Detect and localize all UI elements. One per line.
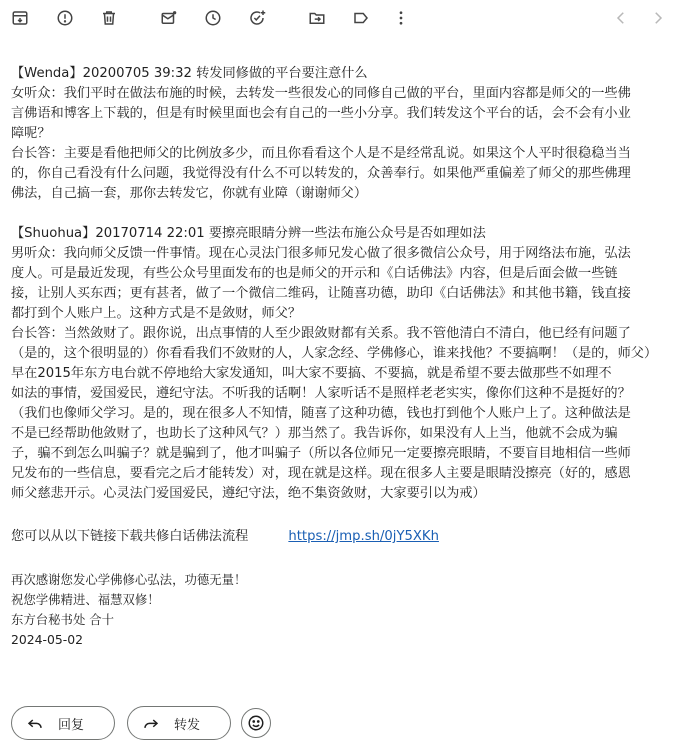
text-line: 的，你自己看没有什么问题，我觉得没有什么不可以转发的，众善奉行。如果他严重偏差了师父的那些佛理 <box>11 166 631 181</box>
reply-icon <box>26 714 44 732</box>
report-spam-icon[interactable] <box>53 6 77 30</box>
archive-icon[interactable] <box>8 6 32 30</box>
move-to-icon[interactable] <box>305 6 329 30</box>
mark-unread-icon[interactable] <box>157 6 181 30</box>
text-line: 男听众：我向师父反馈一件事情。现在心灵法门很多师兄发心做了很多微信公众号，用于网络法布施，弘法 <box>11 246 631 261</box>
text-line: 言佛语和博客上下载的，但是有时候里面也会有自己的一些小分享。我们转发这个平台的话，会不会有小业 <box>11 106 631 121</box>
text-line: 兄发布的一些信息，要看完之后才能转发）对，现在就是这样。现在很多人主要是眼睛没擦亮（好的，感恩 <box>11 466 631 481</box>
text-line: 台长答：主要是看他把师父的比例放多少，而且你看看这个人是不是经常乱说。如果这个人平时很稳稳当当 <box>11 146 631 161</box>
delete-icon[interactable] <box>97 6 121 30</box>
text-line: 女听众：我们平时在做法布施的时候，去转发一些很发心的同修自己做的平台，里面内容都是师父的一些佛 <box>11 86 631 101</box>
text-line: 接，让别人买东西；更有甚者，做了一个微信二维码，让随喜功德，助印《白话佛法》和其他书籍，钱直接 <box>11 286 631 301</box>
add-task-icon[interactable] <box>245 6 269 30</box>
qa-section-1 <box>11 64 671 204</box>
more-vert-icon[interactable] <box>389 6 413 30</box>
message-toolbar <box>0 0 678 36</box>
text-line: （我们也像师父学习。是的，现在很多人不知情，随喜了这种功德，钱也打到他个人账户上了。这种做法是 <box>11 406 631 421</box>
text-line: 早在2015年东方电台就不停地给大家发通知，叫大家不要搞、不要搞，就是希望不要去做那些不如理不 <box>11 366 612 381</box>
signature-line: 再次感谢您发心学佛修心弘法，功德无量！ <box>11 572 247 587</box>
forward-button[interactable] <box>127 706 231 740</box>
reply-button[interactable] <box>11 706 115 740</box>
download-text: 您可以从以下链接下载共修白话佛法流程 <box>11 529 249 544</box>
download-line <box>11 527 671 547</box>
forward-icon <box>142 714 160 732</box>
text-line: 如法的事情，爱国爱民，遵纪守法。不听我的话啊！人家听话不是照样老老实实，像你们这种不是挺好的？ <box>11 386 631 401</box>
newer-icon[interactable] <box>609 6 633 30</box>
signature <box>11 570 671 650</box>
signature-line: 祝您学佛精进、福慧双修！ <box>11 592 160 607</box>
smiley-icon <box>247 714 265 732</box>
text-line: （是的，这个很明显的）你看看我们不敛财的人，人家念经、学佛修心，谁来找他？不要搞啊！（是的，师父） <box>11 346 658 361</box>
label-icon[interactable] <box>349 6 373 30</box>
emoji-reaction-button[interactable] <box>241 708 271 738</box>
reply-actions <box>11 705 271 741</box>
text-line: 度人。可是最近发现，有些公众号里面发布的也是师父的开示和《白话佛法》内容，但是后面会做一些链 <box>11 266 618 281</box>
signature-line: 东方台秘书处 合十 <box>11 612 115 627</box>
qa-section-2 <box>11 224 671 504</box>
text-line: 障呢？ <box>11 126 51 141</box>
text-line: 师父慈悲开示。心灵法门爱国爱民，遵纪守法，绝不集资敛财，大家要引以为戒） <box>11 486 486 501</box>
signature-date: 2024-05-02 <box>11 632 84 647</box>
section-title: 【Wenda】20200705 39:32 转发同修做的平台要注意什么 <box>11 66 368 81</box>
forward-label: 转发 <box>174 717 201 733</box>
text-line: 佛法，自己搞一套，那你去转发它，你就有业障（谢谢师父） <box>11 186 368 201</box>
snooze-icon[interactable] <box>201 6 225 30</box>
text-line: 都打到个人账户上。这种方式是不是敛财，师父？ <box>11 306 302 321</box>
older-icon[interactable] <box>646 6 670 30</box>
message-body <box>11 64 671 650</box>
reply-label: 回复 <box>58 717 85 733</box>
text-line: 不是已经帮助他敛财了，也助长了这种风气？）那当然了。我告诉你，如果没有人上当，他就不会成为骗 <box>11 426 618 441</box>
text-line: 子，骗不到怎么叫骗子？就是骗到了，他才叫骗子（所以各位师兄一定要擦亮眼睛，不要盲目地相信一些师 <box>11 446 631 461</box>
download-link[interactable]: https://jmp.sh/0jY5XKh <box>288 529 439 544</box>
section-title: 【Shuohua】20170714 22:01 要擦亮眼睛分辨一些法布施公众号是否如理如法 <box>11 226 486 241</box>
text-line: 台长答：当然敛财了。跟你说，出点事情的人至少跟敛财都有关系。我不管他清白不清白，他已经有问题了 <box>11 326 631 341</box>
